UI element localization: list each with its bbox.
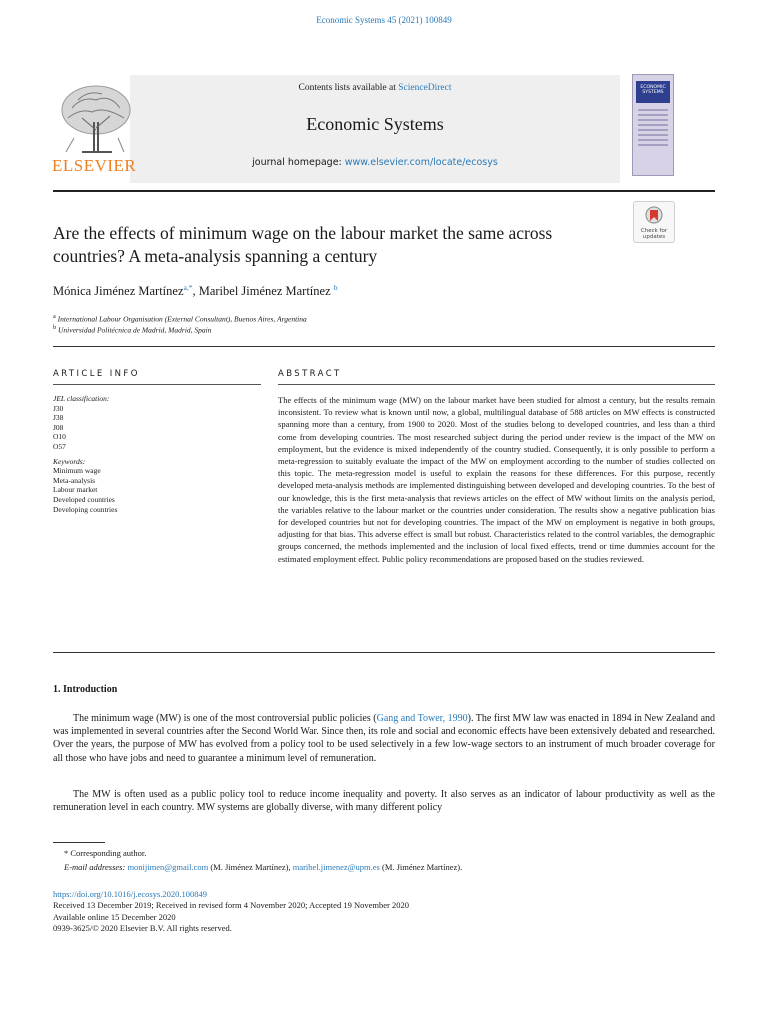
bookmark-icon bbox=[645, 206, 663, 226]
contents-prefix: Contents lists available at bbox=[298, 83, 399, 93]
author-2[interactable]: Maribel Jiménez Martínez bbox=[198, 284, 331, 299]
footnote-divider bbox=[53, 842, 105, 843]
article-title: Are the effects of minimum wage on the labour market the same across countries? A meta-analysis spanning a century bbox=[53, 223, 553, 266]
corresponding-author-note: * Corresponding author. bbox=[64, 848, 147, 858]
elsevier-wordmark: ELSEVIER bbox=[52, 156, 137, 175]
available-online: Available online 15 December 2020 bbox=[53, 911, 176, 922]
author-1-affiliation-mark[interactable]: a,* bbox=[183, 283, 193, 292]
email-link-1[interactable]: monijimen@gmail.com bbox=[127, 862, 209, 872]
article-info-heading: ARTICLE INFO bbox=[53, 369, 140, 379]
affiliation-text: International Labour Organisation (External Consultant), Buenos Aires, Argentina bbox=[57, 314, 307, 324]
affiliation-mark: a bbox=[53, 313, 56, 320]
abstract-text: The effects of the minimum wage (MW) on the labour market have been studied for almost a century, but the results remain inconsistent. To review what is known until now, a global, multilingual database of 588 articles on MW effects is constructed spanning more than a century, from 1900 to 2020. Most of the studies belong to developed countries, and less than a third come from developing countries. The most researched subject during the period under review is the impact of the MW on employment, but the evidence is mixed independently of the country studied. Consequently, it is only possible to perform a meta-regression to suitably evaluate the impact of the MW on employment according to the number of studies collected on this topic. The meta-regression model is useful to explain the reasons for these differences. For this purpose, recently developed meta-analysis methods are implemented distinguishing between developed and developing countries. To the best of our knowledge, this is the first meta-analysis that reviews articles on the effect of MW without limits on the analysis period, the variables relative to the labour market or the countries under consideration. The results show a negative publication bias for developed countries but not for developing countries. The impact of the MW on employment is negative in both groups, adjusting for that bias. This adverse effect is small but robust. Characteristics related to the control variables, the demographic groups concerned, the methods implemented and the inclusion of local fixed effects, trend or time dummies account for the estimated employment effect. Public policy recommendations are proposed based on the studies reviewed. bbox=[278, 395, 715, 564]
homepage-prefix: journal homepage: bbox=[252, 157, 345, 168]
jel-code: J08 bbox=[53, 422, 64, 432]
journal-cover-thumbnail[interactable] bbox=[632, 74, 674, 176]
email-owner-1: (M. Jiménez Martínez), bbox=[208, 862, 293, 872]
author-list bbox=[53, 283, 338, 299]
jel-code: J38 bbox=[53, 413, 64, 423]
author-1[interactable]: Mónica Jiménez Martínez bbox=[53, 284, 184, 299]
abstract-heading: ABSTRACT bbox=[278, 369, 342, 379]
jel-code: J30 bbox=[53, 403, 64, 413]
affiliation-mark: b bbox=[53, 324, 57, 331]
introduction-heading: 1. Introduction bbox=[53, 684, 118, 695]
article-info-divider bbox=[53, 384, 261, 385]
keyword: Minimum wage bbox=[53, 466, 101, 476]
email-owner-2: (M. Jiménez Martínez). bbox=[379, 862, 463, 872]
received-dates: Received 13 December 2019; Received in revised form 4 November 2020; Accepted 19 November 2020 bbox=[53, 900, 409, 911]
jel-code: O10 bbox=[53, 432, 66, 442]
abstract-bottom-divider bbox=[53, 652, 715, 653]
check-for-updates-badge[interactable] bbox=[633, 201, 675, 243]
paragraph-text: The minimum wage (MW) is one of the most controversial public policies ( bbox=[73, 713, 377, 724]
header-divider bbox=[53, 190, 715, 192]
article-info-block bbox=[53, 394, 263, 514]
doi-link[interactable]: https://doi.org/10.1016/j.ecosys.2020.100849 bbox=[53, 889, 208, 899]
introduction-paragraph-1 bbox=[53, 712, 715, 765]
author-2-affiliation-mark[interactable]: b bbox=[333, 283, 338, 292]
email-label: E-mail addresses: bbox=[64, 862, 126, 872]
homepage-link[interactable]: www.elsevier.com/locate/ecosys bbox=[344, 157, 498, 168]
check-for-updates-label: Check for updates bbox=[640, 228, 668, 240]
cover-decoration bbox=[638, 109, 668, 149]
introduction-paragraph-2: The MW is often used as a public policy tool to reduce income inequality and poverty. It also serves as an indicator of labour productivity as well as the remuneration level in each country. MW systems are globally diverse, with many different policy bbox=[53, 789, 715, 814]
jel-label: JEL classification: bbox=[53, 394, 110, 403]
keyword: Developed countries bbox=[53, 494, 115, 504]
cover-title: ECONOMIC SYSTEMS bbox=[640, 85, 666, 96]
jel-code: O57 bbox=[53, 441, 66, 451]
abstract-divider bbox=[278, 384, 715, 385]
publication-info bbox=[53, 889, 409, 934]
author-separator: , bbox=[192, 284, 199, 299]
copyright-line: 0939-3625/© 2020 Elsevier B.V. All rights reserved. bbox=[53, 922, 232, 933]
affiliation-b bbox=[53, 324, 212, 335]
affiliation-text: Universidad Politécnica de Madrid, Madrid, Spain bbox=[58, 325, 212, 335]
contents-line bbox=[130, 83, 620, 93]
email-link-2[interactable]: maribel.jimenez@upm.es bbox=[292, 862, 380, 872]
paragraph-text: ). The first MW law was enacted in 1894 in New Zealand and was implemented in several countries after the Second World War. Since then, its role and social and economic effects have been extensively debated and researched. Over the years, the purpose of MW has evolved from a policy tool to be used selectively in a few low-wage sectors to an instrument of much broader coverage for all those who have jobs and need to guarantee a minimum level of remuneration. bbox=[53, 713, 716, 764]
keywords-label: Keywords: bbox=[53, 456, 86, 466]
sciencedirect-link[interactable]: ScienceDirect bbox=[398, 83, 452, 93]
journal-reference[interactable]: Economic Systems 45 (2021) 100849 bbox=[316, 15, 452, 25]
keyword: Labour market bbox=[53, 485, 98, 495]
affiliation-a bbox=[53, 313, 307, 324]
keyword: Meta-analysis bbox=[53, 475, 96, 485]
email-addresses bbox=[64, 862, 462, 872]
citation-link[interactable]: Gang and Tower, 1990 bbox=[376, 713, 468, 724]
journal-title: Economic Systems bbox=[306, 114, 444, 134]
keyword: Developing countries bbox=[53, 504, 118, 514]
front-matter-divider bbox=[53, 346, 715, 347]
homepage-line bbox=[130, 157, 620, 168]
